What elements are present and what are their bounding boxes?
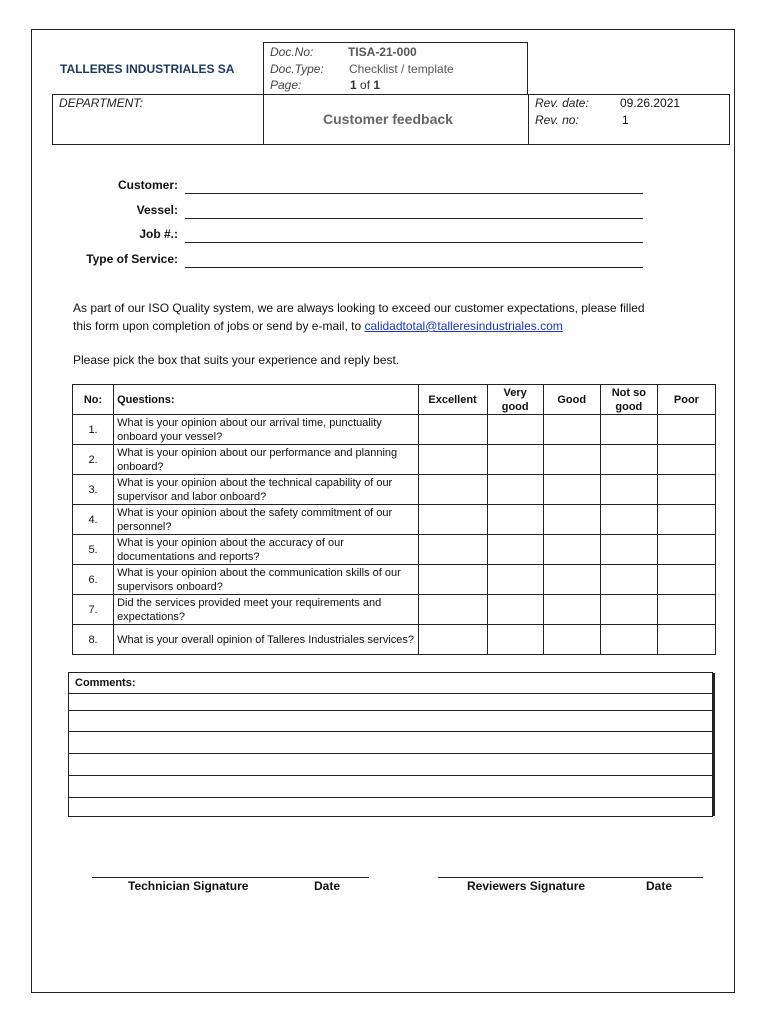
rating-poor-box[interactable] (657, 535, 715, 565)
rating-not-so-good-box[interactable] (600, 565, 657, 595)
row-number: 7. (73, 595, 114, 625)
rating-poor-box[interactable] (657, 595, 715, 625)
comment-line (69, 775, 712, 776)
question-text: What is your opinion about our performance and planning onboard? (114, 445, 418, 475)
page-current: 1 (350, 78, 357, 92)
rating-excellent-box[interactable] (418, 535, 487, 565)
comment-line (69, 731, 712, 732)
rating-excellent-box[interactable] (418, 475, 487, 505)
rating-good-box[interactable] (543, 505, 600, 535)
row-number: 4. (73, 505, 114, 535)
rating-very-good-box[interactable] (487, 535, 543, 565)
row-number: 3. (73, 475, 114, 505)
header-questions: Questions: (114, 385, 418, 415)
rev-no-value: 1 (622, 113, 629, 127)
comment-line (69, 753, 712, 754)
row-number: 2. (73, 445, 114, 475)
rating-excellent-box[interactable] (418, 625, 487, 655)
document-title: Customer feedback (323, 111, 453, 127)
page-total: 1 (373, 78, 381, 92)
feedback-table (72, 384, 716, 655)
table-row (73, 595, 716, 625)
rev-divider (528, 95, 529, 144)
comment-line (69, 710, 712, 711)
company-name: TALLERES INDUSTRIALES SA (60, 62, 235, 76)
reviewer-signature-line[interactable] (438, 877, 703, 878)
rating-poor-box[interactable] (657, 475, 715, 505)
rating-not-so-good-box[interactable] (600, 415, 657, 445)
comments-label: Comments: (75, 677, 136, 689)
page-label: Page: (270, 78, 302, 92)
comments-right-border (713, 673, 715, 816)
table-row (73, 565, 716, 595)
rating-excellent-box[interactable] (418, 505, 487, 535)
header-not-so-good: Not so good (600, 385, 657, 415)
table-row (73, 415, 716, 445)
table-row (73, 625, 716, 655)
row-number: 1. (73, 415, 114, 445)
question-text: What is your opinion about the accuracy of our documentations and reports? (114, 535, 418, 565)
table-row (73, 445, 716, 475)
rating-excellent-box[interactable] (418, 445, 487, 475)
rating-good-box[interactable] (543, 475, 600, 505)
intro-line-1: As part of our ISO Quality system, we are always looking to exceed our customer expectations, please filled (73, 301, 645, 315)
page-of: of (360, 78, 371, 92)
vessel-field[interactable] (185, 218, 643, 219)
row-number: 6. (73, 565, 114, 595)
rev-no-label: Rev. no: (535, 113, 579, 127)
rating-good-box[interactable] (543, 595, 600, 625)
technician-signature-label: Technician Signature (128, 879, 249, 893)
doc-no-value: TISA-21-000 (348, 45, 417, 59)
rating-very-good-box[interactable] (487, 625, 543, 655)
reviewer-date-label: Date (646, 879, 673, 893)
rating-poor-box[interactable] (657, 565, 715, 595)
page-indicator (350, 78, 380, 92)
job-label: Job #.: (139, 227, 178, 241)
job-field[interactable] (185, 242, 643, 243)
rating-poor-box[interactable] (657, 505, 715, 535)
rating-very-good-box[interactable] (487, 475, 543, 505)
doc-type-value: Checklist / template (349, 62, 454, 76)
rating-excellent-box[interactable] (418, 415, 487, 445)
technician-date-label: Date (314, 879, 341, 893)
header-very-good: Very good (487, 385, 543, 415)
header-no: No: (73, 385, 114, 415)
header-excellent: Excellent (418, 385, 487, 415)
rating-poor-box[interactable] (657, 415, 715, 445)
rating-poor-box[interactable] (657, 625, 715, 655)
doc-no-label: Doc.No: (270, 45, 314, 59)
rating-poor-box[interactable] (657, 445, 715, 475)
intro-paragraph (73, 299, 733, 335)
email-link[interactable]: calidadtotal@talleresindustriales.com (364, 319, 563, 333)
comment-line (69, 797, 712, 798)
rating-very-good-box[interactable] (487, 445, 543, 475)
header-good: Good (543, 385, 600, 415)
table-row (73, 535, 716, 565)
customer-field[interactable] (185, 193, 643, 194)
service-type-field[interactable] (185, 267, 643, 268)
department-label: DEPARTMENT: (59, 96, 144, 110)
rating-not-so-good-box[interactable] (600, 535, 657, 565)
rating-very-good-box[interactable] (487, 415, 543, 445)
rating-excellent-box[interactable] (418, 595, 487, 625)
rating-very-good-box[interactable] (487, 595, 543, 625)
rating-very-good-box[interactable] (487, 565, 543, 595)
comment-line (69, 693, 712, 694)
rating-not-so-good-box[interactable] (600, 505, 657, 535)
rating-good-box[interactable] (543, 625, 600, 655)
technician-signature-line[interactable] (92, 877, 369, 878)
row-number: 5. (73, 535, 114, 565)
question-text: What is your opinion about the communication skills of our supervisors onboard? (114, 565, 418, 595)
row-number: 8. (73, 625, 114, 655)
rating-not-so-good-box[interactable] (600, 625, 657, 655)
question-text: What is your opinion about the safety commitment of our personnel? (114, 505, 418, 535)
question-text: What is your opinion about our arrival time, punctuality onboard your vessel? (114, 415, 418, 445)
rating-excellent-box[interactable] (418, 565, 487, 595)
rating-good-box[interactable] (543, 445, 600, 475)
table-row (73, 505, 716, 535)
customer-label: Customer: (117, 178, 178, 192)
header-poor: Poor (657, 385, 715, 415)
intro-line-2: this form upon completion of jobs or send by e-mail, to (73, 319, 365, 333)
rating-good-box[interactable] (543, 415, 600, 445)
question-text: What is your opinion about the technical capability of our supervisor and labor onboard? (114, 475, 418, 505)
comments-box[interactable] (68, 672, 713, 817)
rating-not-so-good-box[interactable] (600, 445, 657, 475)
service-type-label: Type of Service: (86, 252, 178, 266)
rating-not-so-good-box[interactable] (600, 595, 657, 625)
question-text: Did the services provided meet your requirements and expectations? (114, 595, 418, 625)
vessel-label: Vessel: (136, 203, 178, 217)
table-row (73, 475, 716, 505)
instruction-text: Please pick the box that suits your experience and reply best. (73, 353, 400, 367)
rating-good-box[interactable] (543, 535, 600, 565)
rating-very-good-box[interactable] (487, 505, 543, 535)
rating-not-so-good-box[interactable] (600, 475, 657, 505)
rev-date-label: Rev. date: (535, 96, 589, 110)
reviewer-signature-label: Reviewers Signature (467, 879, 586, 893)
rev-date-value: 09.26.2021 (620, 96, 681, 110)
table-header-row (73, 385, 716, 415)
rating-good-box[interactable] (543, 565, 600, 595)
question-text: What is your overall opinion of Talleres Industriales services? (114, 625, 418, 655)
doc-type-label: Doc.Type: (270, 62, 324, 76)
